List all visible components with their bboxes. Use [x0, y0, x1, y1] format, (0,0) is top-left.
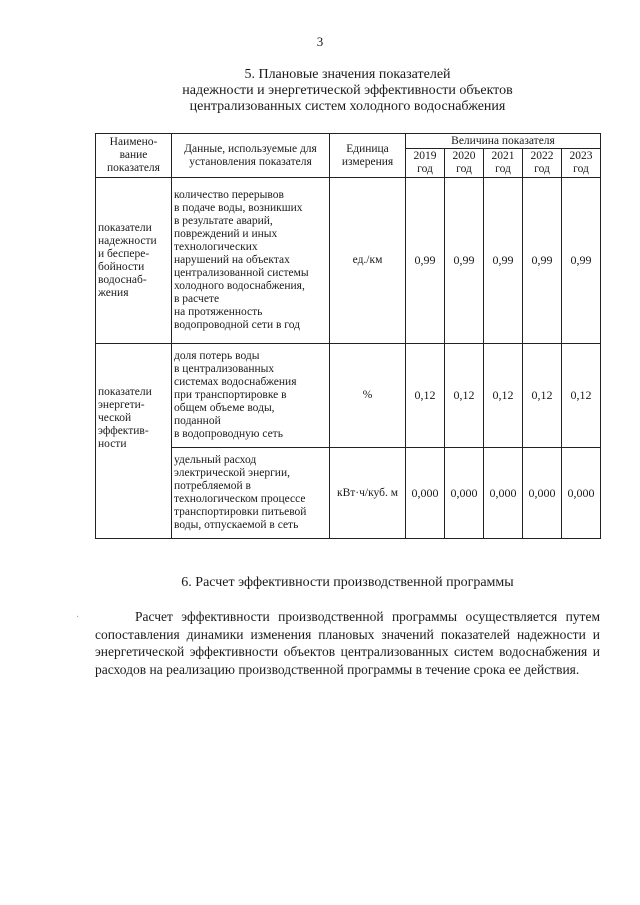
header-year: 2019 год: [406, 149, 445, 178]
indicator-name: показатели надежности и беспере- бойности водоснаб- жения: [96, 178, 172, 344]
indicator-value: 0,99: [523, 178, 562, 344]
indicator-value: 0,99: [406, 178, 445, 344]
indicator-value: 0,12: [445, 344, 484, 448]
header-data: Данные, используемые для установления показателя: [172, 134, 330, 178]
table-row: [96, 178, 601, 344]
section-5-title-line: 5. Плановые значения показателей: [244, 67, 451, 82]
header-year: 2022 год: [523, 149, 562, 178]
header-year: 2023 год: [562, 149, 601, 178]
section-6-title: 6. Расчет эффективности производственной программы: [181, 575, 514, 590]
header-year: 2021 год: [484, 149, 523, 178]
indicator-unit: %: [330, 344, 406, 448]
indicator-unit: кВт·ч/куб. м: [330, 448, 406, 539]
indicator-value: 0,12: [523, 344, 562, 448]
header-value-group: Величина показателя: [406, 134, 601, 149]
section-5-title-line: надежности и энергетической эффективности объектов: [182, 83, 513, 98]
table-row: [96, 448, 601, 539]
indicator-value: 0,000: [523, 448, 562, 539]
indicator-value: 0,99: [484, 178, 523, 344]
indicators-table: [95, 133, 601, 539]
indicator-value: 0,000: [562, 448, 601, 539]
indicator-value: 0,000: [406, 448, 445, 539]
header-unit: Единица измерения: [330, 134, 406, 178]
header-name: Наимено- вание показателя: [96, 134, 172, 178]
header-year: 2020 год: [445, 149, 484, 178]
indicator-description: количество перерывов в подаче воды, возникших в результате аварий, повреждений и иных технологических нарушений на объектах централизованной системы холодного водоснабжения, в расчете на протяженность водопроводной сети в год: [172, 178, 330, 344]
indicator-value: 0,000: [484, 448, 523, 539]
page-number: 3: [316, 34, 324, 49]
margin-mark: ·: [76, 612, 80, 623]
indicator-unit: ед./км: [330, 178, 406, 344]
body-paragraph: Расчет эффективности производственной программы осуществляется путем сопоставления динамики изменения плановых значений показателей надежности и энергетической эффективности объектов централизованных систем водоснабжения и расходов на реализацию производственной программы в течение срока ее действия.: [95, 609, 600, 677]
indicator-value: 0,99: [562, 178, 601, 344]
indicator-value: 0,99: [445, 178, 484, 344]
section-5-title: [95, 67, 600, 115]
indicator-name: показатели энергети- ческой эффектив- ности: [96, 344, 172, 539]
indicator-value: 0,12: [484, 344, 523, 448]
indicator-description: доля потерь воды в централизованных системах водоснабжения при транспортировке в общем объеме воды, поданной в водопроводную сеть: [172, 344, 330, 448]
section-5-title-line: централизованных систем холодного водоснабжения: [189, 99, 506, 114]
indicator-value: 0,12: [562, 344, 601, 448]
table-row: [96, 344, 601, 448]
indicator-value: 0,12: [406, 344, 445, 448]
indicator-value: 0,000: [445, 448, 484, 539]
indicator-description: удельный расход электрической энергии, потребляемой в технологическом процессе транспортировки питьевой воды, отпускаемой в сеть: [172, 448, 330, 539]
